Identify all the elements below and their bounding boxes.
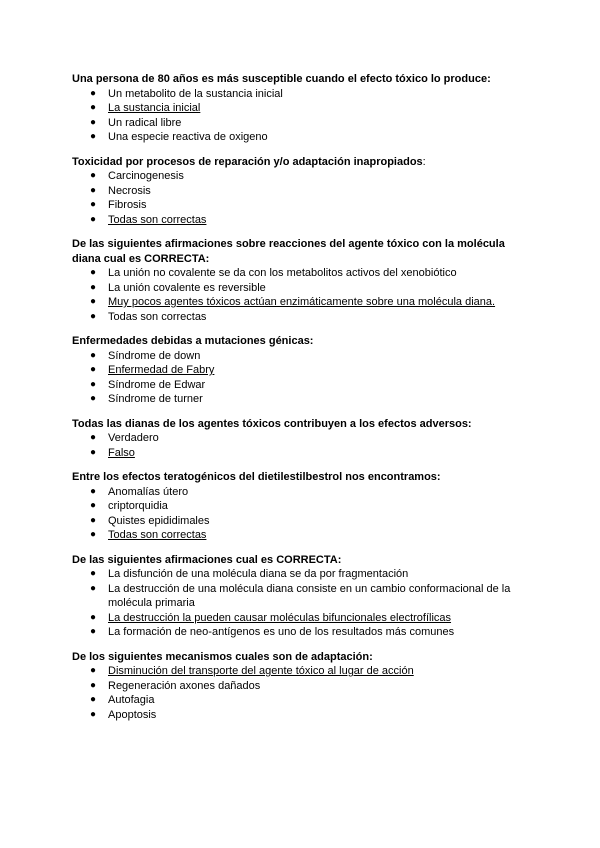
question-title bbox=[72, 553, 528, 568]
question-title-suffix: : bbox=[422, 155, 426, 168]
option-item bbox=[72, 567, 528, 582]
option-list bbox=[72, 266, 528, 324]
bullet-icon: ● bbox=[90, 708, 97, 720]
option-item bbox=[72, 130, 528, 145]
option-text: Muy pocos agentes tóxicos actúan enzimáticamente sobre una molécula diana. bbox=[108, 296, 496, 308]
option-item bbox=[72, 378, 528, 393]
question-block bbox=[72, 470, 528, 543]
bullet-icon: ● bbox=[90, 267, 97, 278]
option-item bbox=[72, 392, 528, 407]
option-item bbox=[72, 349, 528, 364]
option-item bbox=[72, 582, 528, 611]
option-item-correct bbox=[72, 295, 528, 310]
bullet-icon: ● bbox=[90, 199, 97, 210]
bullet-icon: ● bbox=[90, 116, 97, 128]
bullet-icon: ● bbox=[90, 378, 97, 390]
option-list bbox=[72, 169, 528, 227]
bullet-icon: ● bbox=[90, 102, 97, 113]
option-item bbox=[72, 116, 528, 131]
option-item-correct bbox=[72, 213, 528, 228]
question-title-text: Una persona de 80 años es más susceptible cuando el efecto tóxico lo produce: bbox=[72, 73, 491, 85]
question-block bbox=[72, 334, 528, 407]
question-title bbox=[72, 237, 528, 266]
option-item bbox=[72, 693, 528, 708]
option-item bbox=[72, 281, 528, 296]
option-item-correct bbox=[72, 528, 528, 543]
question-title-text: Toxicidad por procesos de reparación y/o adaptación inapropiados bbox=[72, 155, 423, 168]
option-text: Todas son correctas bbox=[108, 529, 207, 541]
bullet-icon: ● bbox=[90, 87, 97, 99]
bullet-icon: ● bbox=[90, 679, 97, 691]
option-text: Una especie reactiva de oxigeno bbox=[108, 131, 268, 143]
bullet-icon: ● bbox=[90, 514, 97, 526]
bullet-icon: ● bbox=[90, 170, 97, 181]
option-text: La unión covalente es reversible bbox=[108, 281, 266, 294]
bullet-icon: ● bbox=[90, 310, 97, 322]
option-item bbox=[72, 485, 528, 500]
option-item-correct bbox=[72, 446, 528, 461]
option-item-correct bbox=[72, 611, 528, 626]
question-block bbox=[72, 553, 528, 640]
question-title bbox=[72, 155, 528, 170]
bullet-icon: ● bbox=[90, 665, 97, 676]
option-text: La destrucción de una molécula diana consiste en un cambio conformacional de la molécula primaria bbox=[108, 582, 511, 609]
option-item-correct bbox=[72, 664, 528, 679]
option-item-correct bbox=[72, 363, 528, 378]
option-text: Síndrome de down bbox=[108, 349, 201, 362]
option-item bbox=[72, 310, 528, 325]
option-text: Todas son correctas bbox=[108, 310, 207, 323]
option-item bbox=[72, 514, 528, 529]
bullet-icon: ● bbox=[90, 626, 97, 637]
bullet-icon: ● bbox=[90, 446, 97, 458]
option-item bbox=[72, 499, 528, 514]
option-list bbox=[72, 664, 528, 722]
bullet-icon: ● bbox=[90, 213, 97, 225]
question-title bbox=[72, 334, 528, 349]
question-title-text: Entre los efectos teratogénicos del dietilestilbestrol nos encontramos: bbox=[72, 471, 441, 483]
option-item bbox=[72, 266, 528, 281]
bullet-icon: ● bbox=[90, 281, 97, 293]
option-item bbox=[72, 679, 528, 694]
option-text: criptorquidia bbox=[108, 500, 168, 512]
option-text: La disfunción de una molécula diana se da por fragmentación bbox=[108, 568, 409, 580]
question-list bbox=[72, 72, 528, 732]
option-text: Quistes epididimales bbox=[108, 514, 210, 527]
bullet-icon: ● bbox=[90, 296, 97, 307]
option-text: Verdadero bbox=[108, 432, 159, 444]
bullet-icon: ● bbox=[90, 500, 97, 511]
option-item bbox=[72, 431, 528, 446]
option-text: La unión no covalente se da con los metabolitos activos del xenobiótico bbox=[108, 267, 457, 279]
bullet-icon: ● bbox=[90, 184, 97, 196]
option-list bbox=[72, 567, 528, 640]
question-title-text: Enfermedades debidas a mutaciones génicas: bbox=[72, 335, 314, 347]
option-text: Enfermedad de Fabry bbox=[108, 364, 215, 376]
option-text: Un radical libre bbox=[108, 116, 182, 129]
question-block bbox=[72, 72, 528, 145]
question-title bbox=[72, 650, 528, 665]
question-title-text: De los siguientes mecanismos cuales son de adaptación: bbox=[72, 650, 373, 663]
bullet-icon: ● bbox=[90, 393, 97, 404]
option-text: La sustancia inicial bbox=[108, 102, 201, 114]
option-text: Síndrome de Edwar bbox=[108, 378, 206, 391]
question-title-text: De las siguientes afirmaciones sobre reacciones del agente tóxico con la molécula diana cual es CORRECTA: bbox=[72, 238, 505, 265]
option-text: Fibrosis bbox=[108, 199, 147, 211]
option-list bbox=[72, 485, 528, 543]
option-item bbox=[72, 198, 528, 213]
option-list bbox=[72, 349, 528, 407]
question-title bbox=[72, 470, 528, 485]
option-text: Anomalías útero bbox=[108, 485, 189, 498]
option-text: La formación de neo-antígenos es uno de los resultados más comunes bbox=[108, 626, 455, 638]
option-text: Regeneración axones dañados bbox=[108, 679, 261, 692]
option-item-correct bbox=[72, 101, 528, 116]
question-block bbox=[72, 650, 528, 723]
option-text: Disminución del transporte del agente tóxico al lugar de acción bbox=[108, 665, 414, 677]
bullet-icon: ● bbox=[90, 529, 97, 540]
option-text: Autofagia bbox=[108, 694, 155, 706]
option-item bbox=[72, 625, 528, 640]
bullet-icon: ● bbox=[90, 694, 97, 705]
question-title-text: De las siguientes afirmaciones cual es CORRECTA: bbox=[72, 553, 342, 566]
option-text: Apoptosis bbox=[108, 708, 157, 721]
option-text: Carcinogenesis bbox=[108, 170, 184, 182]
bullet-icon: ● bbox=[90, 364, 97, 375]
option-item bbox=[72, 708, 528, 723]
option-text: Un metabolito de la sustancia inicial bbox=[108, 87, 283, 100]
option-text: Síndrome de turner bbox=[108, 393, 203, 405]
question-title bbox=[72, 417, 528, 432]
option-text: Todas son correctas bbox=[108, 213, 207, 226]
option-item bbox=[72, 87, 528, 102]
option-text: La destrucción la pueden causar moléculas bifuncionales electrofílicas bbox=[108, 611, 452, 624]
option-text: Necrosis bbox=[108, 184, 151, 197]
option-list bbox=[72, 87, 528, 145]
bullet-icon: ● bbox=[90, 568, 97, 579]
question-title-text: Todas las dianas de los agentes tóxicos contribuyen a los efectos adversos: bbox=[72, 417, 472, 430]
bullet-icon: ● bbox=[90, 582, 97, 594]
question-block bbox=[72, 155, 528, 228]
bullet-icon: ● bbox=[90, 432, 97, 443]
bullet-icon: ● bbox=[90, 485, 97, 497]
option-item bbox=[72, 184, 528, 199]
question-block bbox=[72, 237, 528, 324]
option-item bbox=[72, 169, 528, 184]
option-text: Falso bbox=[108, 446, 135, 459]
question-block bbox=[72, 417, 528, 461]
question-title bbox=[72, 72, 528, 87]
bullet-icon: ● bbox=[90, 611, 97, 623]
bullet-icon: ● bbox=[90, 349, 97, 361]
bullet-icon: ● bbox=[90, 131, 97, 142]
option-list bbox=[72, 431, 528, 460]
